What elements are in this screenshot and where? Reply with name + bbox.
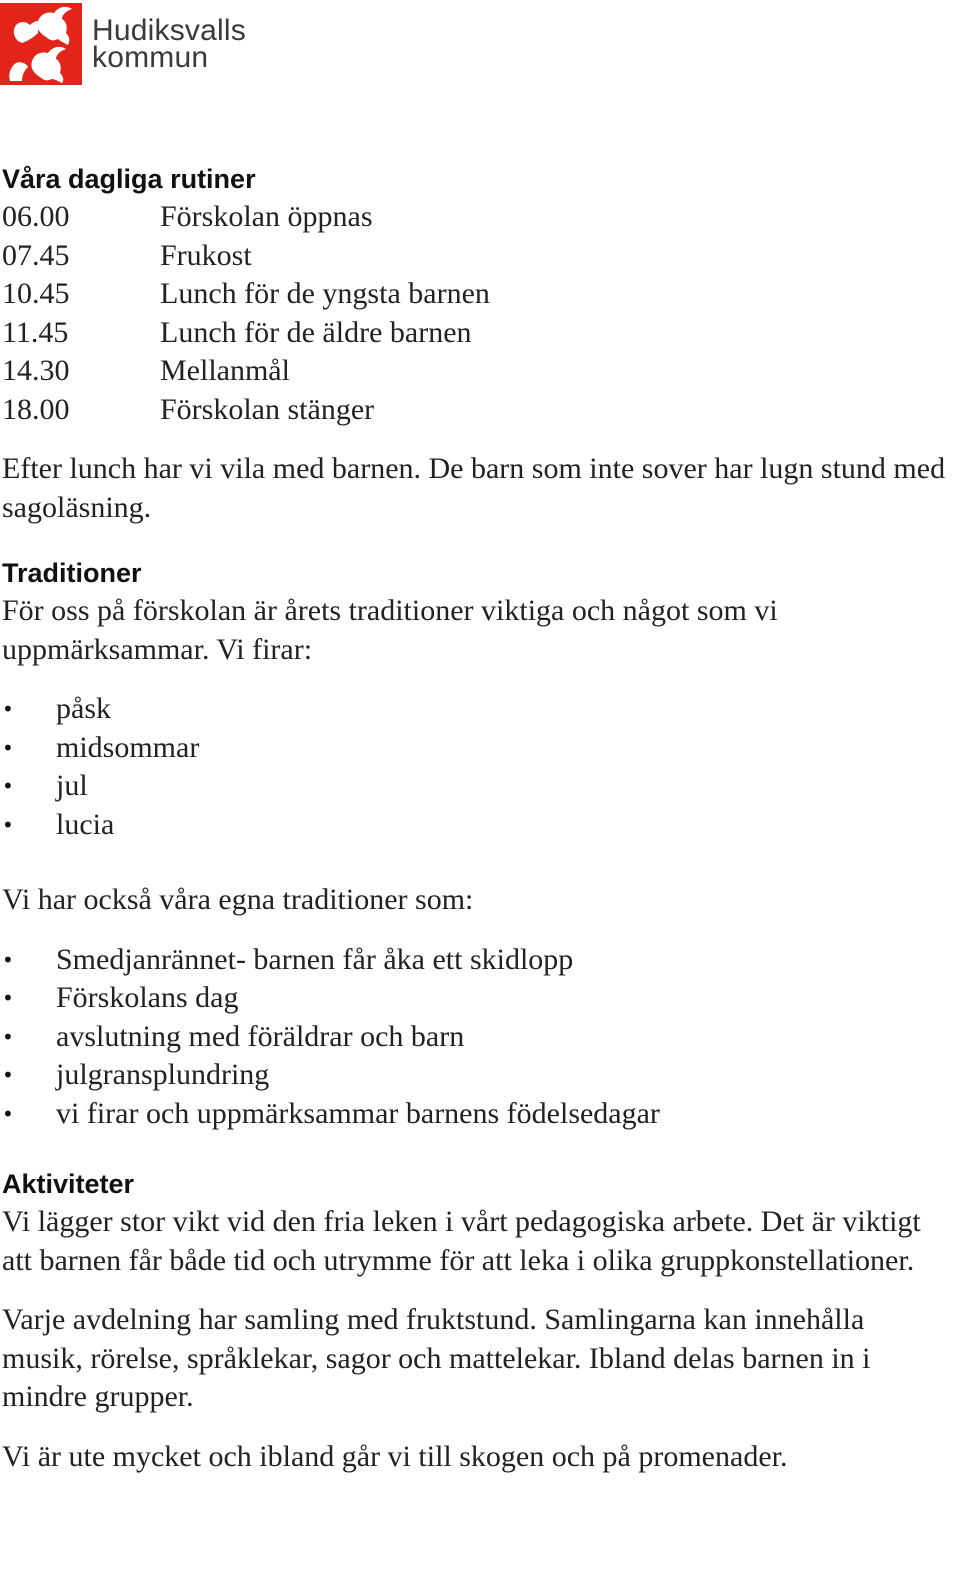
rest-note: Efter lunch har vi vila med barnen. De barn som inte sover har lugn stund med sagoläsning. [2, 452, 946, 524]
routines-heading: Våra dagliga rutiner [2, 164, 256, 194]
schedule-text: Frukost [160, 238, 252, 272]
list-item: • Förskolans dag [2, 979, 952, 1018]
schedule-time: 07.45 [2, 238, 70, 272]
activities-paragraph-3: Vi är ute mycket och ibland går vi till skogen och på promenader. [2, 1439, 788, 1473]
schedule-row [2, 198, 952, 237]
schedule-list [2, 198, 952, 429]
schedule-time: 10.45 [2, 277, 70, 310]
list-item: • Smedjanrännet- barnen får åka ett skidlopp [2, 941, 952, 980]
list-item: • avslutning med föräldrar och barn [2, 1018, 952, 1057]
own-traditions-list [2, 941, 952, 1134]
logo-line-1: Hudiksvalls [92, 14, 246, 47]
traditions-section [2, 554, 952, 1133]
municipality-logo [0, 2, 260, 86]
schedule-row [2, 237, 952, 276]
schedule-row [2, 314, 952, 353]
schedule-row [2, 391, 952, 430]
celebrations-list [2, 690, 952, 844]
schedule-text: Mellanmål [160, 354, 290, 387]
schedule-row [2, 352, 952, 391]
schedule-text: Förskolan öppnas [160, 200, 373, 233]
list-item: • jul [2, 767, 952, 806]
schedule-time: 18.00 [2, 392, 70, 426]
schedule-row [2, 275, 952, 314]
activities-section [2, 1165, 952, 1476]
document-body [2, 160, 952, 1476]
schedule-time: 11.45 [2, 315, 69, 349]
logo-wordmark [92, 14, 246, 74]
list-item: • påsk [2, 690, 952, 729]
schedule-text: Lunch för de äldre barnen [160, 315, 472, 349]
schedule-time: 14.30 [2, 354, 70, 387]
routines-section [2, 160, 952, 527]
own-traditions-intro: Vi har också våra egna traditioner som: [2, 883, 474, 916]
schedule-text: Lunch för de yngsta barnen [160, 277, 490, 310]
logo-line-2: kommun [92, 41, 209, 74]
list-item: • vi firar och uppmärksammar barnens födelsedagar [2, 1095, 952, 1134]
traditions-intro: För oss på förskolan är årets traditioner viktiga och något som vi uppmärksammar. Vi firar: [2, 594, 778, 666]
activities-paragraph-1: Vi lägger stor vikt vid den fria leken i vårt pedagogiska arbete. Det är viktigt att barnen får både tid och utrymme för att leka i olika gruppkonstellationer. [2, 1205, 921, 1277]
schedule-text: Förskolan stänger [160, 392, 375, 426]
goat-emblem-icon [0, 3, 82, 85]
list-item: • lucia [2, 806, 952, 845]
list-item: • midsommar [2, 729, 952, 768]
goat-emblem-graphic [0, 3, 82, 85]
traditions-heading: Traditioner [2, 558, 142, 588]
list-item: • julgransplundring [2, 1056, 952, 1095]
activities-paragraph-2: Varje avdelning har samling med fruktstund. Samlingarna kan innehålla musik, rörelse, språklekar, sagor och mattelekar. Ibland delas barnen in i mindre grupper. [2, 1303, 871, 1413]
activities-heading: Aktiviteter [2, 1169, 135, 1199]
schedule-time: 06.00 [2, 200, 70, 233]
